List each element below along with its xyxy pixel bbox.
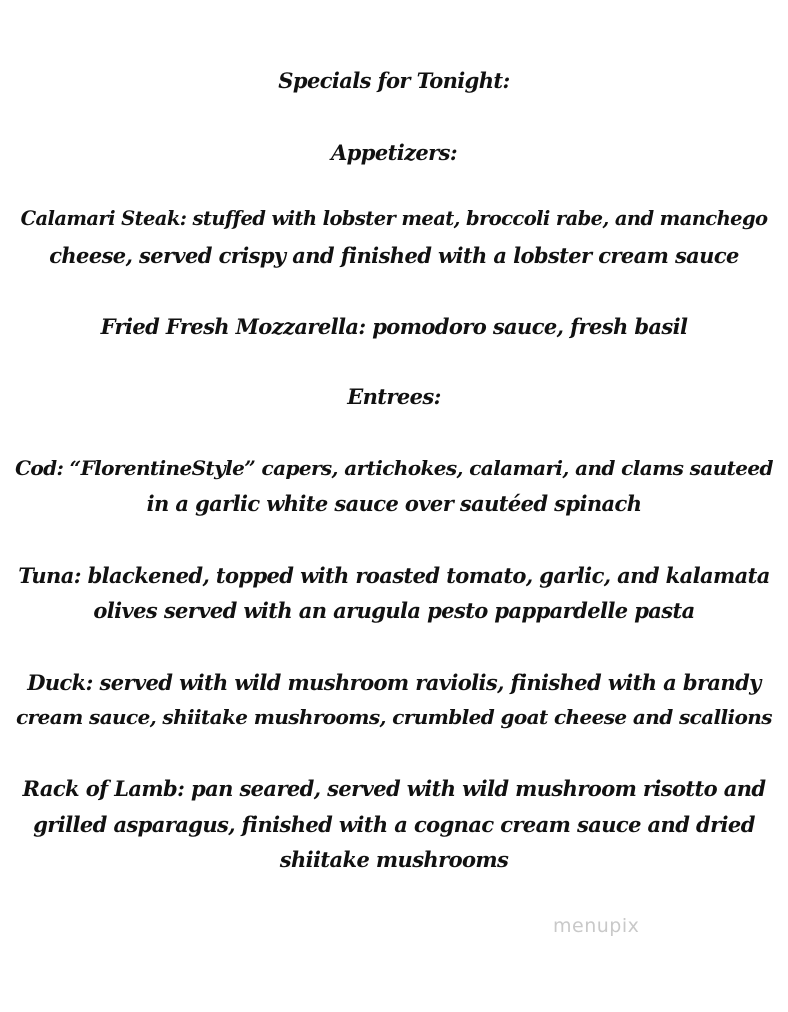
entree-duck-line-2: cream sauce, shiitake mushrooms, crumbled goat cheese and scallions: [16, 705, 772, 729]
watermark-logo: menupix: [553, 915, 640, 937]
entree-lamb-line-1: Rack of Lamb: pan seared, served with wild mushroom risotto and: [22, 776, 766, 801]
entree-cod-line-2: in a garlic white sauce over sautéed spinach: [146, 491, 642, 516]
appetizer-calamari-line-1: Calamari Steak: stuffed with lobster meat, broccoli rabe, and manchego: [20, 207, 768, 230]
entree-tuna-line-1: Tuna: blackened, topped with roasted tomato, garlic, and kalamata: [18, 563, 770, 588]
appetizer-calamari-line-2: cheese, served crispy and finished with a lobster cream sauce: [49, 243, 739, 268]
entree-tuna-line-2: olives served with an arugula pesto pappardelle pasta: [93, 598, 695, 623]
entrees-heading: Entrees:: [347, 384, 441, 409]
entree-duck-line-1: Duck: served with wild mushroom raviolis, finished with a brandy: [27, 670, 761, 695]
entree-cod-line-1: Cod: “FlorentineStyle” capers, artichokes, calamari, and clams sauteed: [15, 456, 773, 480]
entree-lamb-line-3: shiitake mushrooms: [279, 847, 509, 872]
entree-lamb-line-2: grilled asparagus, finished with a cognac cream sauce and dried: [33, 812, 755, 837]
page-title: Specials for Tonight:: [278, 68, 510, 93]
appetizer-mozzarella-line-1: Fried Fresh Mozzarella: pomodoro sauce, fresh basil: [100, 314, 688, 339]
appetizers-heading: Appetizers:: [330, 140, 458, 165]
